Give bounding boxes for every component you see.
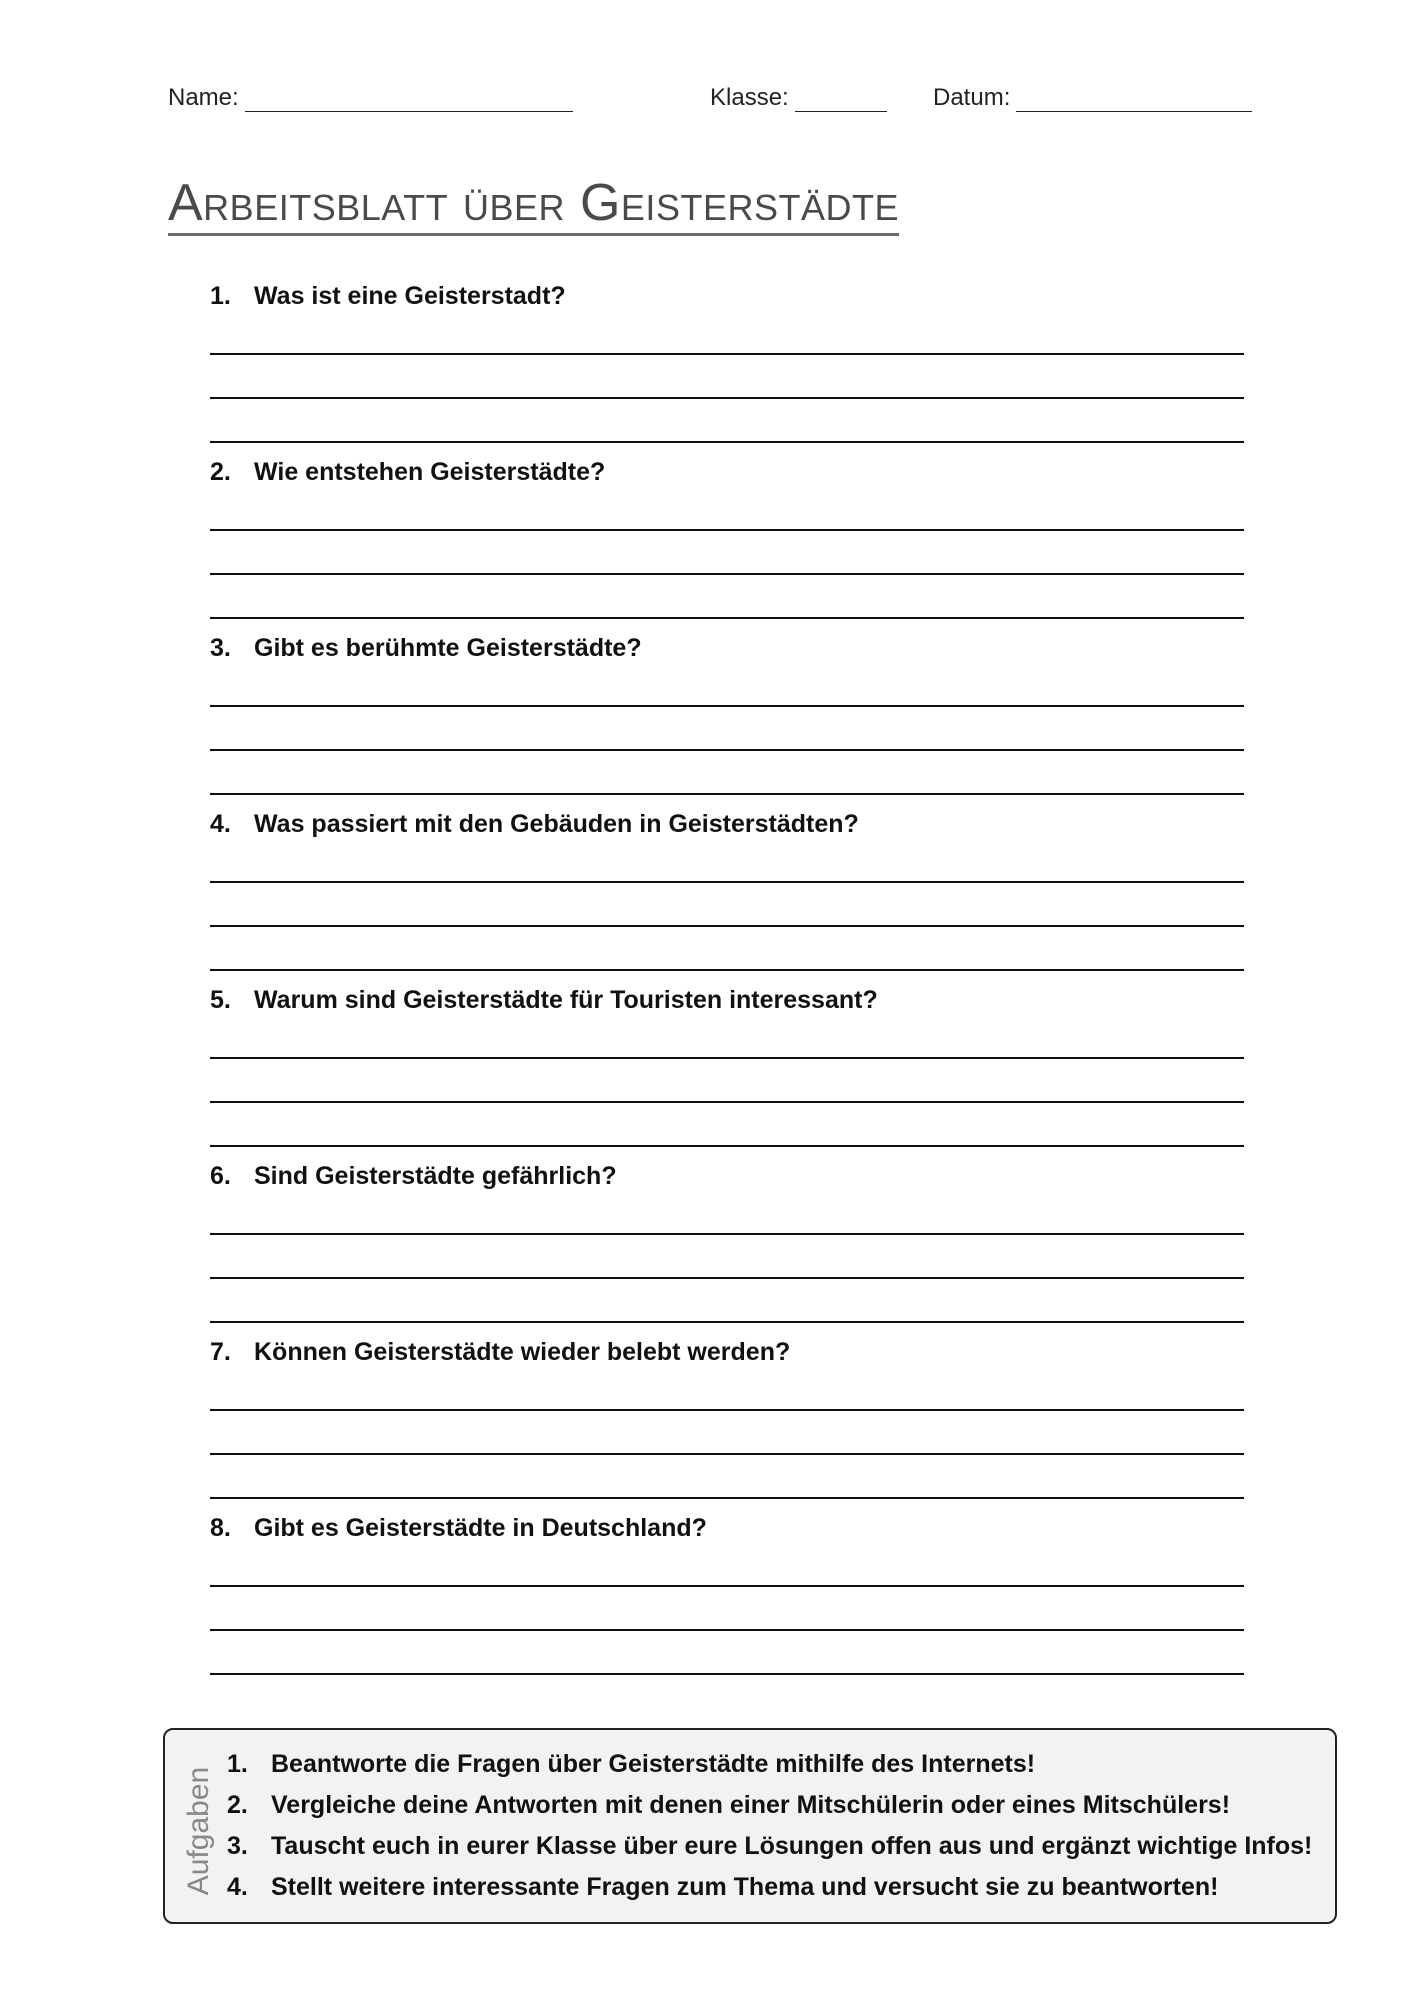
question-item xyxy=(210,810,1244,986)
answer-line[interactable] xyxy=(210,1497,1244,1499)
task-text: Beantworte die Fragen über Geisterstädte mithilfe des Internets! xyxy=(271,1750,1036,1778)
question-label: Gibt es berühmte Geisterstädte? xyxy=(254,634,642,662)
tasks-label-container xyxy=(179,1756,219,1906)
name-field xyxy=(168,84,573,112)
answer-line[interactable] xyxy=(210,617,1244,619)
question-item xyxy=(210,1514,1244,1690)
question-text xyxy=(210,1514,707,1543)
answer-line[interactable] xyxy=(210,1233,1244,1235)
answer-line[interactable] xyxy=(210,793,1244,795)
question-item xyxy=(210,986,1244,1162)
answer-line[interactable] xyxy=(210,1321,1244,1323)
date-field xyxy=(933,84,1252,112)
question-text xyxy=(210,1338,790,1367)
question-label: Gibt es Geisterstädte in Deutschland? xyxy=(254,1514,707,1542)
question-number: 4. xyxy=(210,810,231,838)
answer-line[interactable] xyxy=(210,1101,1244,1103)
date-input-line[interactable] xyxy=(1016,85,1252,112)
question-text xyxy=(210,282,566,311)
class-field xyxy=(710,84,887,112)
question-text xyxy=(210,810,859,839)
answer-line[interactable] xyxy=(210,1673,1244,1675)
class-input-line[interactable] xyxy=(795,85,887,112)
question-label: Was ist eine Geisterstadt? xyxy=(254,282,566,310)
question-label: Können Geisterstädte wieder belebt werden? xyxy=(254,1338,791,1366)
question-item xyxy=(210,634,1244,810)
answer-line[interactable] xyxy=(210,529,1244,531)
class-label: Klasse: xyxy=(710,84,789,111)
question-item xyxy=(210,1338,1244,1514)
task-item xyxy=(227,1867,1312,1908)
answer-line[interactable] xyxy=(210,1409,1244,1411)
name-input-line[interactable] xyxy=(245,85,573,112)
question-list xyxy=(210,282,1244,1690)
question-number: 7. xyxy=(210,1338,231,1366)
answer-line[interactable] xyxy=(210,1585,1244,1587)
tasks-box xyxy=(163,1728,1337,1924)
task-text: Stellt weitere interessante Fragen zum Thema und versucht sie zu beantworten! xyxy=(271,1873,1219,1901)
answer-line[interactable] xyxy=(210,881,1244,883)
task-number: 2. xyxy=(227,1791,248,1819)
answer-line[interactable] xyxy=(210,441,1244,443)
question-number: 6. xyxy=(210,1162,231,1190)
question-number: 2. xyxy=(210,458,231,486)
task-item xyxy=(227,1785,1312,1826)
task-item xyxy=(227,1826,1312,1867)
question-label: Sind Geisterstädte gefährlich? xyxy=(254,1162,617,1190)
question-label: Wie entstehen Geisterstädte? xyxy=(254,458,606,486)
answer-line[interactable] xyxy=(210,749,1244,751)
question-number: 1. xyxy=(210,282,231,310)
answer-line[interactable] xyxy=(210,1057,1244,1059)
answer-line[interactable] xyxy=(210,1629,1244,1631)
question-text xyxy=(210,1162,617,1191)
question-text xyxy=(210,634,642,663)
question-label: Was passiert mit den Gebäuden in Geisterstädten? xyxy=(254,810,859,838)
answer-line[interactable] xyxy=(210,397,1244,399)
task-text: Vergleiche deine Antworten mit denen einer Mitschülerin oder eines Mitschülers! xyxy=(271,1791,1231,1819)
answer-line[interactable] xyxy=(210,353,1244,355)
answer-line[interactable] xyxy=(210,1277,1244,1279)
question-item xyxy=(210,458,1244,634)
name-label: Name: xyxy=(168,84,239,111)
tasks-label: Aufgaben xyxy=(182,1766,216,1896)
question-item xyxy=(210,282,1244,458)
header-fields xyxy=(168,84,1258,118)
date-label: Datum: xyxy=(933,84,1011,111)
question-item xyxy=(210,1162,1244,1338)
question-label: Warum sind Geisterstädte für Touristen interessant? xyxy=(254,986,878,1014)
task-number: 3. xyxy=(227,1832,248,1860)
tasks-list xyxy=(227,1744,1312,1908)
question-text xyxy=(210,458,605,487)
answer-line[interactable] xyxy=(210,573,1244,575)
question-text xyxy=(210,986,878,1015)
answer-line[interactable] xyxy=(210,925,1244,927)
answer-line[interactable] xyxy=(210,969,1244,971)
question-number: 3. xyxy=(210,634,231,662)
task-item xyxy=(227,1744,1312,1785)
answer-line[interactable] xyxy=(210,1453,1244,1455)
page-title: Arbeitsblatt über Geisterstädte xyxy=(168,176,899,236)
question-number: 5. xyxy=(210,986,231,1014)
task-number: 1. xyxy=(227,1750,248,1778)
answer-line[interactable] xyxy=(210,705,1244,707)
answer-line[interactable] xyxy=(210,1145,1244,1147)
question-number: 8. xyxy=(210,1514,231,1542)
task-number: 4. xyxy=(227,1873,248,1901)
task-text: Tauscht euch in eurer Klasse über eure Lösungen offen aus und ergänzt wichtige Infos! xyxy=(271,1832,1313,1860)
